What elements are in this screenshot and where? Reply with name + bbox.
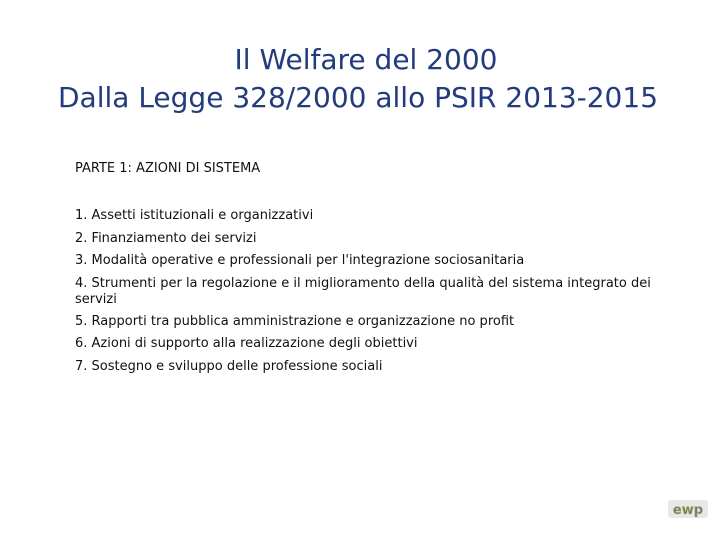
svg-text:ewp: ewp [672, 503, 704, 518]
title-line-1: Il Welfare del 2000 [234, 43, 498, 76]
action-list [75, 205, 655, 378]
title-line-2: Dalla Legge 328/2000 allo PSIR 2013-2015 [57, 81, 659, 114]
logo-icon [667, 497, 709, 521]
list-item: 7. Sostegno e sviluppo delle professione sociali [75, 358, 383, 374]
list-item: 6. Azioni di supporto alla realizzazione degli obiettivi [75, 336, 418, 351]
list-item: 5. Rapporti tra pubblica amministrazione e organizzazione no profit [75, 313, 515, 329]
section-heading: PARTE 1: AZIONI DI SISTEMA [75, 161, 261, 176]
list-item: 1. Assetti istituzionali e organizzativi [75, 208, 314, 223]
slide-title [0, 41, 720, 117]
list-item: 4. Strumenti per la regolazione e il miglioramento della qualità del sistema integrato dei servizi [75, 275, 651, 307]
list-item: 3. Modalità operative e professionali per l'integrazione sociosanitaria [75, 253, 525, 268]
list-item: 2. Finanziamento dei servizi [75, 230, 257, 246]
